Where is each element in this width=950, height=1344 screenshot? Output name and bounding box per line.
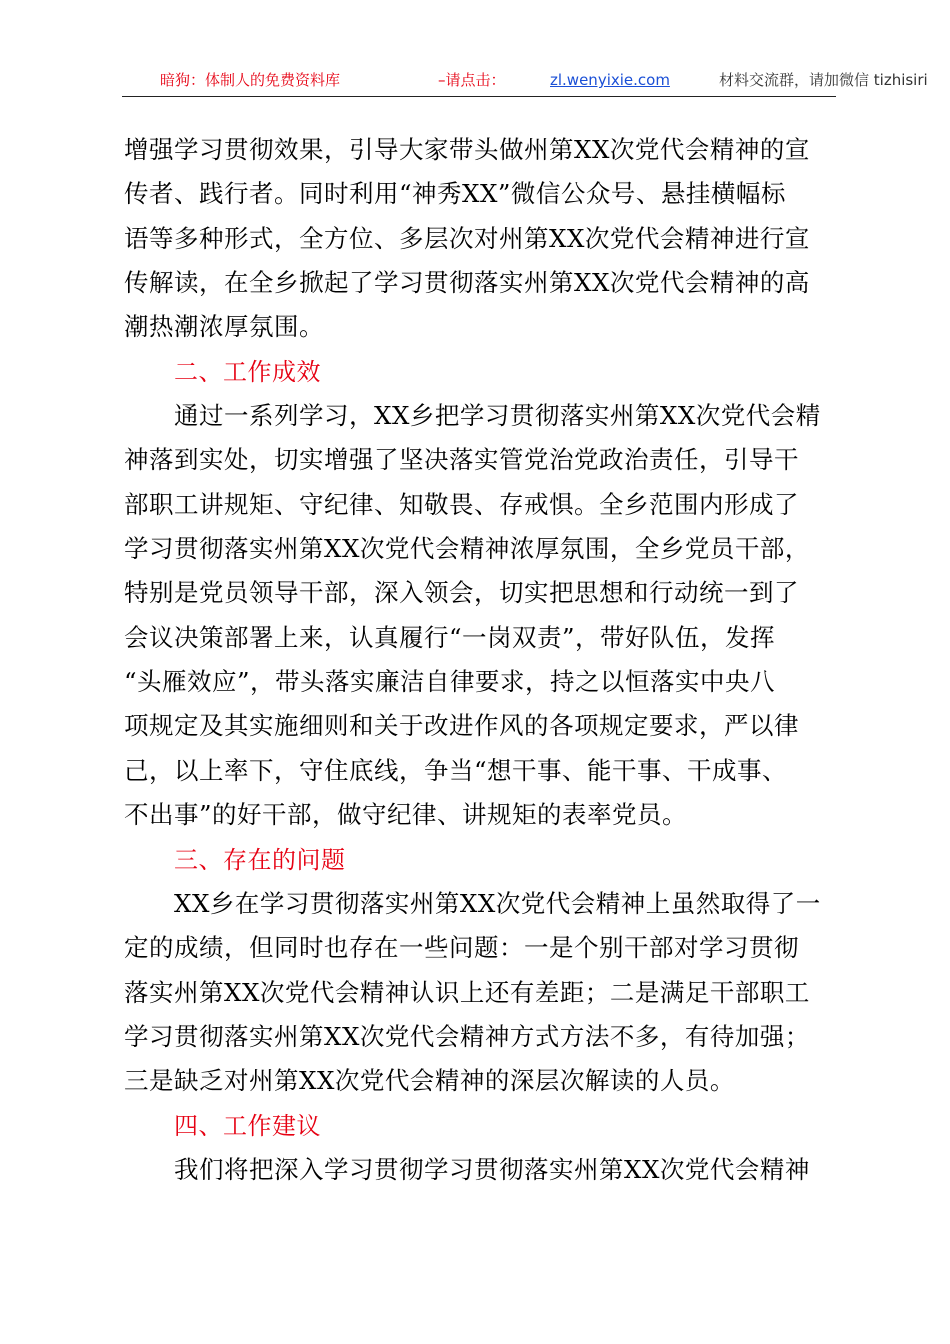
paragraph-line: 三是缺乏对州第XX次党代会精神的深层次解读的人员。: [124, 1066, 735, 1095]
header-site-name: 暗狗：体制人的免费资料库: [160, 71, 341, 89]
paragraph-line: 落实州第XX次党代会精神认识上还有差距；二是满足干部职工: [124, 978, 810, 1007]
paragraph-line: 定的成绩，但同时也存在一些问题：一是个别干部对学习贯彻: [124, 933, 799, 962]
header-website-link[interactable]: zl.wenyixie.com: [550, 71, 670, 89]
paragraph-line: 潮热潮浓厚氛围。: [124, 312, 324, 341]
paragraph-line: 不出事”的好干部，做守纪律、讲规矩的表率党员。: [124, 800, 688, 829]
paragraph-line: 我们将把深入学习贯彻学习贯彻落实州第XX次党代会精神: [174, 1155, 810, 1184]
paragraph-line: 传解读，在全乡掀起了学习贯彻落实州第XX次党代会精神的高: [124, 268, 810, 297]
paragraph-line: 学习贯彻落实州第XX次党代会精神浓厚氛围，全乡党员干部，: [124, 534, 810, 563]
section-heading-suggestions: 四、工作建议: [174, 1112, 321, 1140]
header-wechat-group: 材料交流群，请加微信 tizhisiri: [719, 71, 928, 89]
paragraph-line: 传者、践行者。同时利用“神秀XX”微信公众号、悬挂横幅标: [124, 179, 786, 208]
paragraph-line: 己，以上率下，守住底线，争当“想干事、能干事、干成事、: [124, 756, 788, 785]
paragraph-line: 部职工讲规矩、守纪律、知敬畏、存戒惧。全乡范围内形成了: [124, 490, 799, 519]
paragraph-line: 项规定及其实施细则和关于改进作风的各项规定要求，严以律: [124, 711, 799, 740]
paragraph-line: “头雁效应”，带头落实廉洁自律要求，持之以恒落实中央八: [124, 667, 776, 696]
section-heading-results: 二、工作成效: [174, 358, 321, 386]
paragraph-line: 学习贯彻落实州第XX次党代会精神方式方法不多，有待加强；: [124, 1022, 810, 1051]
paragraph-line: 通过一系列学习，XX乡把学习贯彻落实州第XX次党代会精: [174, 401, 821, 430]
paragraph-line: 增强学习贯彻效果，引导大家带头做州第XX次党代会精神的宣: [124, 135, 810, 164]
paragraph-line: 语等多种形式，全方位、多层次对州第XX次党代会精神进行宣: [124, 224, 810, 253]
paragraph-line: XX乡在学习贯彻落实州第XX次党代会精神上虽然取得了一: [174, 889, 821, 918]
paragraph-line: 神落到实处，切实增强了坚决落实管党治党政治责任，引导干: [124, 445, 799, 474]
header-click-prompt: –请点击：: [438, 71, 506, 89]
paragraph-line: 特别是党员领导干部，深入领会，切实把思想和行动统一到了: [124, 578, 799, 607]
paragraph-line: 会议决策部署上来，认真履行“一岗双责”，带好队伍，发挥: [124, 623, 776, 652]
watermark-header: [122, 66, 928, 97]
section-heading-problems: 三、存在的问题: [174, 846, 346, 874]
